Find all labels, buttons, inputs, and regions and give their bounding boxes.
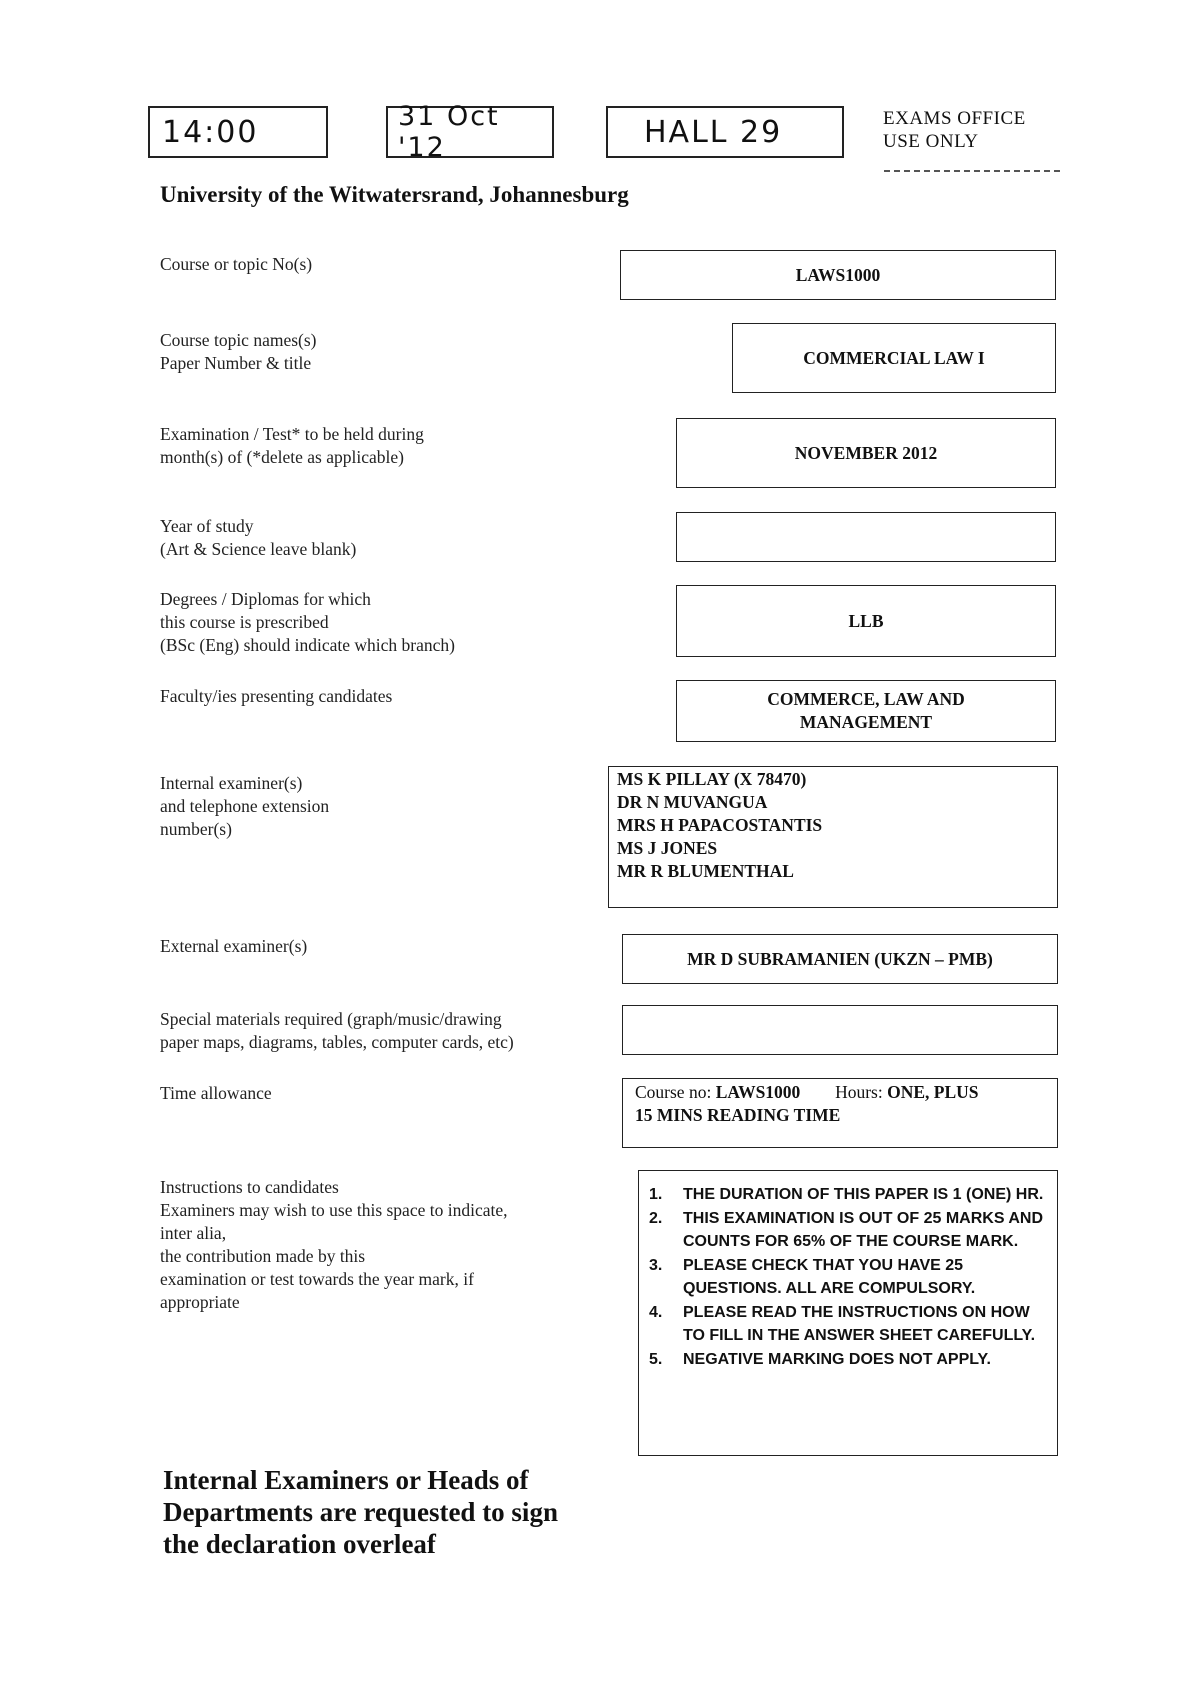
internal-examiners-label: Internal examiner(s) and telephone extension number(s) — [160, 773, 330, 839]
year-of-study-label: Year of study (Art & Science leave blank) — [160, 516, 357, 559]
faculty-label: Faculty/ies presenting candidates — [160, 686, 393, 706]
time-allowance-label: Time allowance — [160, 1083, 272, 1103]
special-materials-field — [622, 1005, 1058, 1055]
instructions-label: Instructions to candidates Examiners may wish to use this space to indicate, inter alia, the contribution made by this examination or test towards the year mark, if appropriate — [160, 1177, 508, 1312]
declaration-note: Internal Examiners or Heads of Departments are requested to sign the declaration overleaf — [163, 1465, 558, 1559]
time-allowance-field: Course no: LAWS1000 Hours: ONE, PLUS 15 MINS READING TIME — [622, 1078, 1058, 1148]
course-no-label: Course or topic No(s) — [160, 254, 313, 274]
exams-office-divider — [884, 170, 1060, 172]
university-title: University of the Witwatersrand, Johannesburg — [160, 182, 629, 207]
venue-handwritten: HALL 29 — [644, 114, 783, 150]
time-handwritten: 14:00 — [162, 114, 259, 150]
course-no-field: LAWS1000 — [620, 250, 1056, 300]
year-of-study-field — [676, 512, 1056, 562]
instruction-item: 1. THE DURATION OF THIS PAPER IS 1 (ONE) HR. — [649, 1186, 1044, 1203]
examiner-name: DR N MUVANGUA — [617, 792, 768, 812]
examiner-name: MS J JONES — [617, 838, 718, 858]
instructions-field — [638, 1170, 1058, 1456]
instruction-item: 4. PLEASE READ THE INSTRUCTIONS ON HOW TO FILL IN THE ANSWER SHEET CAREFULLY. — [649, 1303, 1036, 1344]
exam-month-label: Examination / Test* to be held during month(s) of (*delete as applicable) — [160, 424, 424, 467]
faculty-field: COMMERCE, LAW AND MANAGEMENT — [676, 680, 1056, 742]
examiner-name: MR R BLUMENTHAL — [617, 861, 794, 881]
date-handwritten: 31 Oct '12 — [398, 101, 500, 163]
degrees-field: LLB — [676, 585, 1056, 657]
instruction-item: 5. NEGATIVE MARKING DOES NOT APPLY. — [649, 1350, 991, 1368]
date-box — [386, 101, 554, 163]
examiner-name: MRS H PAPACOSTANTIS — [617, 815, 823, 835]
external-examiners-label: External examiner(s) — [160, 936, 308, 956]
venue-box — [606, 106, 844, 158]
degrees-label: Degrees / Diplomas for which this course is prescribed (BSc (Eng) should indicate which branch) — [160, 589, 455, 655]
exams-office-label: EXAMS OFFICE USE ONLY — [883, 108, 1026, 152]
examiner-name: MS K PILLAY (X 78470) — [617, 769, 807, 789]
internal-examiners-field — [608, 766, 1058, 908]
special-materials-label: Special materials required (graph/music/drawing paper maps, diagrams, tables, computer cards, etc) — [160, 1009, 514, 1052]
course-name-label: Course topic names(s) Paper Number & title — [160, 330, 317, 373]
instruction-item: 2. THIS EXAMINATION IS OUT OF 25 MARKS AND COUNTS FOR 65% OF THE COURSE MARK. — [649, 1209, 1044, 1250]
external-examiners-field: MR D SUBRAMANIEN (UKZN – PMB) — [622, 934, 1058, 984]
course-name-field: COMMERCIAL LAW I — [732, 323, 1056, 393]
instruction-item: 3. PLEASE CHECK THAT YOU HAVE 25 QUESTIONS. ALL ARE COMPULSORY. — [649, 1256, 976, 1297]
time-box — [148, 106, 328, 158]
exam-month-field: NOVEMBER 2012 — [676, 418, 1056, 488]
